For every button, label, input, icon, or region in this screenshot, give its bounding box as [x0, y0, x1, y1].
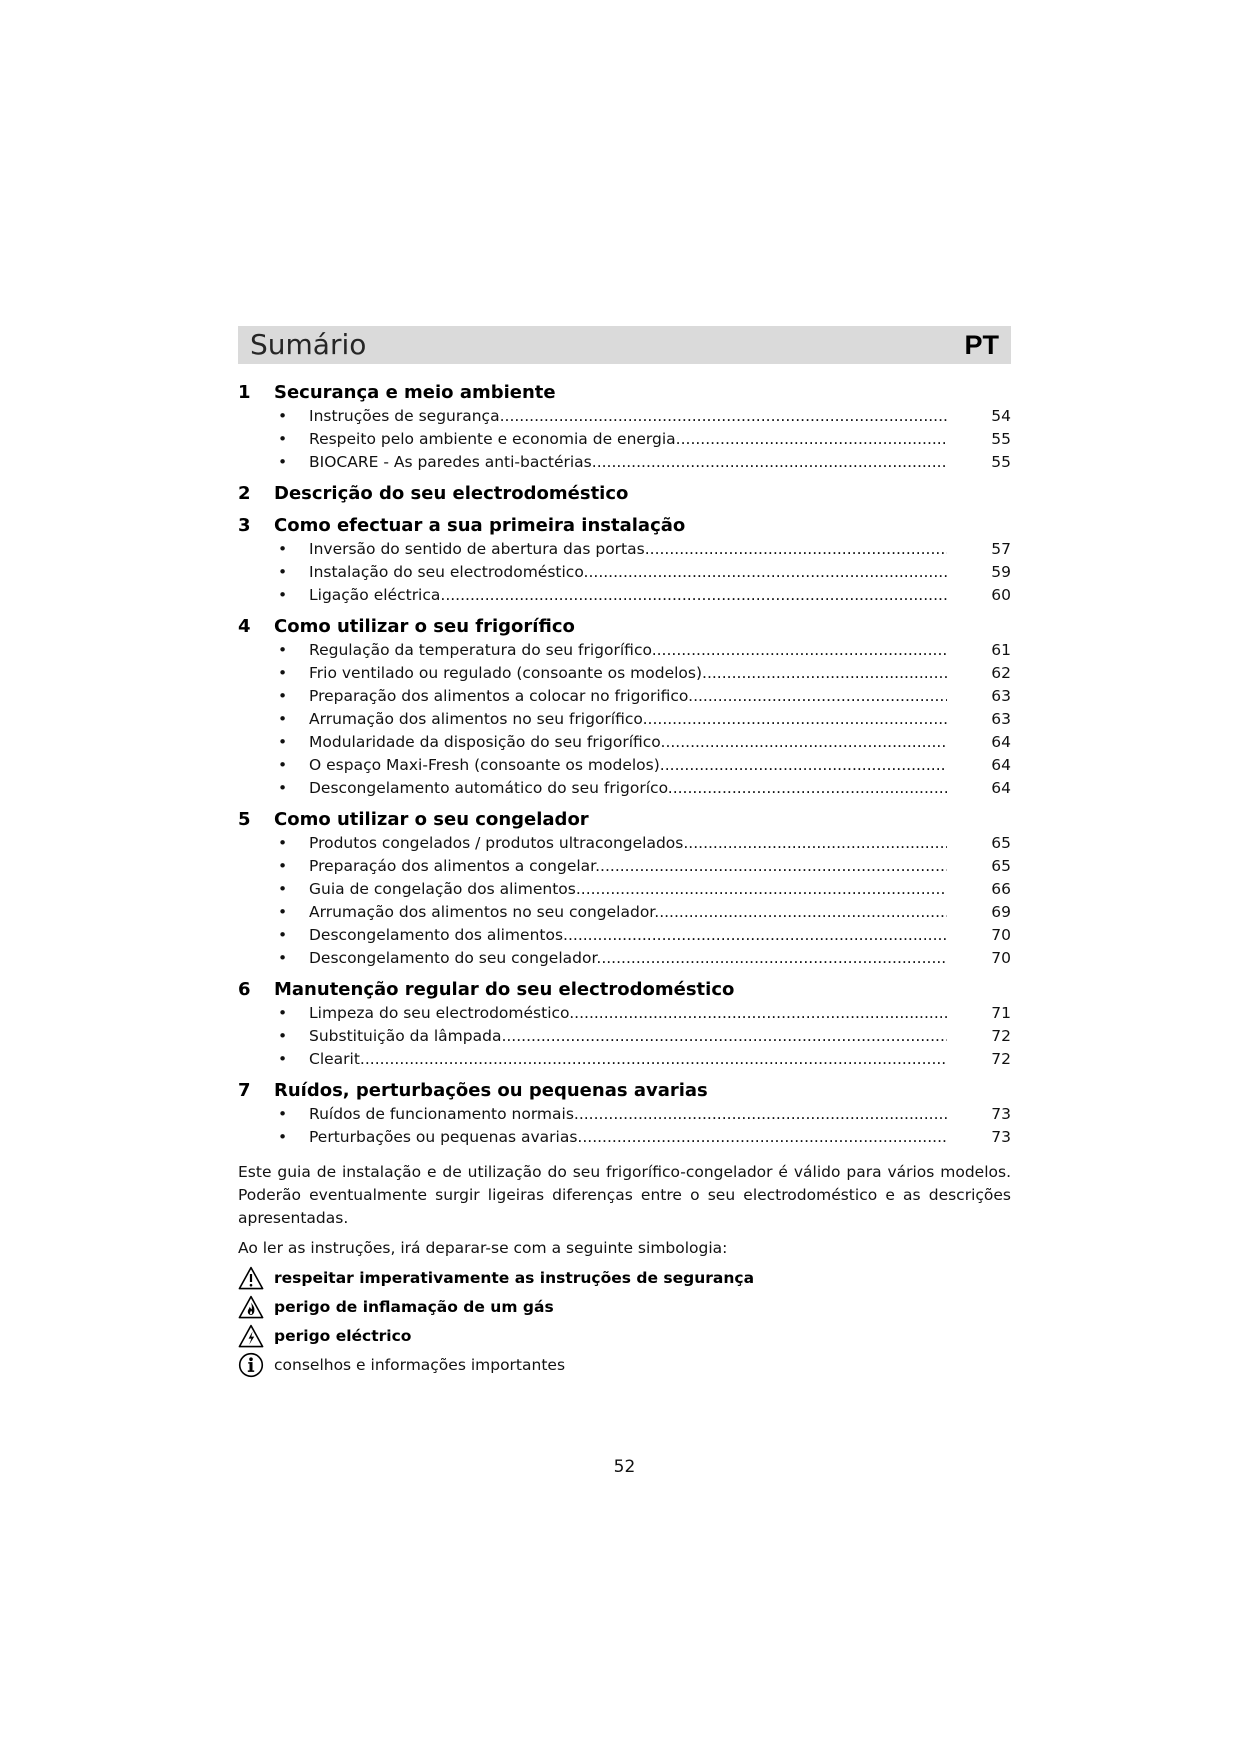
electric-warning-icon: [238, 1324, 264, 1348]
symbol-row: [238, 1263, 1011, 1292]
entry-page-number: 59: [991, 563, 1011, 581]
warning-icon: [238, 1266, 264, 1290]
entry-leader: [309, 405, 947, 428]
toc-entry: [238, 947, 1011, 970]
bullet-icon: [274, 924, 309, 947]
entry-page-number: 65: [991, 834, 1011, 852]
dot-leader: [577, 1128, 947, 1146]
entry-page-number: 61: [991, 641, 1011, 659]
entry-leader: [309, 1126, 947, 1149]
section-heading: [238, 381, 1011, 405]
section-heading: [238, 978, 1011, 1002]
dot-leader: [702, 664, 947, 682]
section-title: Descrição do seu electrodoméstico: [274, 483, 629, 504]
dot-leader: [645, 540, 947, 558]
entry-leader: [309, 451, 947, 474]
dot-leader: [643, 710, 947, 728]
dot-leader: [676, 430, 947, 448]
dot-leader: [574, 1105, 947, 1123]
entry-label: Clearit: [309, 1050, 360, 1068]
toc-entry: [238, 777, 1011, 800]
notice-line: Este guia de instalação e de utilização do seu frigorífico-congelador é válido para vários modelos.: [238, 1163, 1011, 1181]
entry-label: Produtos congelados / produtos ultracongelados: [309, 834, 684, 852]
dot-leader: [501, 1027, 947, 1045]
entry-leader: [309, 878, 947, 901]
toc-section: [238, 615, 1011, 800]
entry-page-number: 54: [991, 407, 1011, 425]
entry-label: Inversão do sentido de abertura das portas: [309, 540, 645, 558]
symbol-label: conselhos e informações importantes: [274, 1355, 566, 1374]
entry-leader: [309, 662, 947, 685]
dot-leader: [584, 563, 947, 581]
symbol-label: perigo eléctrico: [274, 1326, 412, 1345]
toc-section: [238, 808, 1011, 970]
entry-page-number: 73: [991, 1128, 1011, 1146]
toc-entry: [238, 878, 1011, 901]
entry-page-number: 72: [991, 1027, 1011, 1045]
entry-page-number: 60: [991, 586, 1011, 604]
bullet-icon: [274, 832, 309, 855]
bullet-icon: [274, 1103, 309, 1126]
section-title: Manutenção regular do seu electrodoméstico: [274, 979, 735, 1000]
entry-label: Ligação eléctrica: [309, 586, 441, 604]
entry-page-number: 72: [991, 1050, 1011, 1068]
entry-label: Descongelamento dos alimentos: [309, 926, 564, 944]
toc-section: [238, 482, 1011, 506]
bullet-icon: [274, 777, 309, 800]
entry-label: Instruções de segurança: [309, 407, 500, 425]
entry-leader: [309, 708, 947, 731]
toc-entry: [238, 855, 1011, 878]
entry-page-number: 65: [991, 857, 1011, 875]
dot-leader: [440, 586, 947, 604]
entry-label: Instalação do seu electrodoméstico: [309, 563, 584, 581]
entry-label: Limpeza do seu electrodoméstico: [309, 1004, 570, 1022]
dot-leader: [668, 779, 947, 797]
section-title: Como utilizar o seu congelador: [274, 809, 589, 830]
toc-entry: [238, 1002, 1011, 1025]
section-heading: [238, 482, 1011, 506]
toc-entry: [238, 685, 1011, 708]
bullet-icon: [274, 1048, 309, 1071]
dot-leader: [576, 880, 947, 898]
toc-entry: [238, 662, 1011, 685]
entry-page-number: 64: [991, 733, 1011, 751]
entry-leader: [309, 1002, 947, 1025]
bullet-icon: [274, 1126, 309, 1149]
entry-label: BIOCARE - As paredes anti-bactérias: [309, 453, 592, 471]
entry-page-number: 57: [991, 540, 1011, 558]
toc-entry: [238, 639, 1011, 662]
header-bar: [238, 326, 1011, 364]
bullet-icon: [274, 662, 309, 685]
bullet-icon: [274, 855, 309, 878]
page-title: Sumário: [250, 328, 367, 361]
notice-line: apresentadas.: [238, 1209, 349, 1227]
toc-section: [238, 381, 1011, 474]
section-title: Como efectuar a sua primeira instalação: [274, 515, 686, 536]
language-code: PT: [964, 330, 999, 360]
entry-leader: [309, 1048, 947, 1071]
dot-leader: [654, 903, 947, 921]
entry-leader: [309, 538, 947, 561]
toc-entry: [238, 832, 1011, 855]
section-number: 5: [238, 809, 251, 830]
entry-leader: [309, 832, 947, 855]
entry-page-number: 62: [991, 664, 1011, 682]
entry-leader: [309, 584, 947, 607]
toc-entry: [238, 538, 1011, 561]
entry-page-number: 55: [991, 453, 1011, 471]
entry-page-number: 70: [991, 926, 1011, 944]
dot-leader: [595, 857, 947, 875]
entry-leader: [309, 1025, 947, 1048]
bullet-icon: [274, 708, 309, 731]
dot-leader: [596, 949, 947, 967]
bullet-icon: [274, 1025, 309, 1048]
section-heading: [238, 514, 1011, 538]
dot-leader: [592, 453, 947, 471]
bullet-icon: [274, 685, 309, 708]
section-heading: [238, 808, 1011, 832]
entry-page-number: 63: [991, 710, 1011, 728]
bullet-icon: [274, 451, 309, 474]
toc-entry: [238, 754, 1011, 777]
toc-entry: [238, 1025, 1011, 1048]
entry-page-number: 63: [991, 687, 1011, 705]
bullet-icon: [274, 1002, 309, 1025]
entry-page-number: 55: [991, 430, 1011, 448]
toc-section: [238, 978, 1011, 1071]
dot-leader: [652, 641, 947, 659]
entry-page-number: 73: [991, 1105, 1011, 1123]
entry-leader: [309, 947, 947, 970]
toc-entry: [238, 924, 1011, 947]
bullet-icon: [274, 901, 309, 924]
bullet-icon: [274, 639, 309, 662]
dot-leader: [563, 926, 947, 944]
dot-leader: [688, 687, 947, 705]
section-heading: [238, 615, 1011, 639]
bullet-icon: [274, 428, 309, 451]
entry-label: Arrumação dos alimentos no seu frigorífico: [309, 710, 643, 728]
section-number: 1: [238, 382, 251, 403]
toc-entry: [238, 901, 1011, 924]
toc-entry: [238, 1103, 1011, 1126]
symbols-intro: Ao ler as instruções, irá deparar-se com a seguinte simbologia:: [238, 1239, 728, 1257]
entry-leader: [309, 685, 947, 708]
entry-label: Substituição da lâmpada: [309, 1027, 502, 1045]
notice-line: Poderão eventualmente surgir ligeiras diferenças entre o seu electrodoméstico e as descrições: [238, 1186, 1011, 1204]
symbol-row: [238, 1350, 1011, 1379]
bullet-icon: [274, 405, 309, 428]
entry-page-number: 69: [991, 903, 1011, 921]
dot-leader: [661, 733, 947, 751]
entry-leader: [309, 754, 947, 777]
section-title: Como utilizar o seu frigorífico: [274, 616, 575, 637]
entry-leader: [309, 924, 947, 947]
entry-page-number: 64: [991, 779, 1011, 797]
bullet-icon: [274, 754, 309, 777]
entry-label: Guia de congelação dos alimentos: [309, 880, 576, 898]
toc-entry: [238, 1126, 1011, 1149]
symbol-label: respeitar imperativamente as instruções de segurança: [274, 1268, 755, 1287]
entry-leader: [309, 1103, 947, 1126]
toc-entry: [238, 731, 1011, 754]
toc-entry: [238, 451, 1011, 474]
bullet-icon: [274, 878, 309, 901]
entry-label: Perturbações ou pequenas avarias: [309, 1128, 578, 1146]
page-number: 52: [613, 1457, 636, 1477]
dot-leader: [360, 1050, 947, 1068]
entry-leader: [309, 777, 947, 800]
section-heading: [238, 1079, 1011, 1103]
dot-leader: [683, 834, 947, 852]
section-number: 2: [238, 483, 251, 504]
symbols-legend: [238, 1263, 1011, 1379]
gas-fire-warning-icon: [238, 1295, 264, 1319]
dot-leader: [660, 756, 947, 774]
entry-leader: [309, 428, 947, 451]
entry-label: Arrumação dos alimentos no seu congelador: [309, 903, 655, 921]
bullet-icon: [274, 731, 309, 754]
bullet-icon: [274, 584, 309, 607]
toc-entry: [238, 1048, 1011, 1071]
dot-leader: [569, 1004, 947, 1022]
entry-label: O espaço Maxi-Fresh (consoante os modelos): [309, 756, 660, 774]
section-number: 4: [238, 616, 251, 637]
toc-entry: [238, 428, 1011, 451]
entry-label: Frio ventilado ou regulado (consoante os modelos): [309, 664, 703, 682]
symbol-label: perigo de inflamação de um gás: [274, 1297, 554, 1316]
entry-label: Descongelamento do seu congelador: [309, 949, 597, 967]
dot-leader: [500, 407, 947, 425]
bullet-icon: [274, 538, 309, 561]
section-number: 3: [238, 515, 251, 536]
bullet-icon: [274, 561, 309, 584]
toc-entry: [238, 405, 1011, 428]
toc-entry: [238, 708, 1011, 731]
entry-label: Preparaçáo dos alimentos a congelar: [309, 857, 596, 875]
entry-leader: [309, 855, 947, 878]
section-title: Ruídos, perturbações ou pequenas avarias: [274, 1080, 708, 1101]
info-icon: [238, 1352, 264, 1378]
bullet-icon: [274, 947, 309, 970]
entry-label: Preparação dos alimentos a colocar no frigorifico: [309, 687, 689, 705]
section-number: 7: [238, 1080, 251, 1101]
entry-label: Descongelamento automático do seu frigoríco: [309, 779, 668, 797]
entry-label: Regulação da temperatura do seu frigorífico: [309, 641, 652, 659]
section-number: 6: [238, 979, 251, 1000]
symbol-row: [238, 1292, 1011, 1321]
toc-section: [238, 1079, 1011, 1149]
entry-label: Ruídos de funcionamento normais: [309, 1105, 574, 1123]
entry-page-number: 66: [991, 880, 1011, 898]
entry-leader: [309, 639, 947, 662]
entry-page-number: 64: [991, 756, 1011, 774]
toc-section: [238, 514, 1011, 607]
entry-label: Modularidade da disposição do seu frigorífico: [309, 733, 661, 751]
entry-label: Respeito pelo ambiente e economia de energia: [309, 430, 676, 448]
entry-leader: [309, 561, 947, 584]
symbol-row: [238, 1321, 1011, 1350]
toc-entry: [238, 584, 1011, 607]
entry-page-number: 70: [991, 949, 1011, 967]
entry-page-number: 71: [991, 1004, 1011, 1022]
toc-entry: [238, 561, 1011, 584]
table-of-contents: [238, 326, 1011, 1379]
entry-leader: [309, 731, 947, 754]
section-title: Securança e meio ambiente: [274, 382, 556, 403]
validity-notice: [238, 1161, 1011, 1230]
entry-leader: [309, 901, 947, 924]
